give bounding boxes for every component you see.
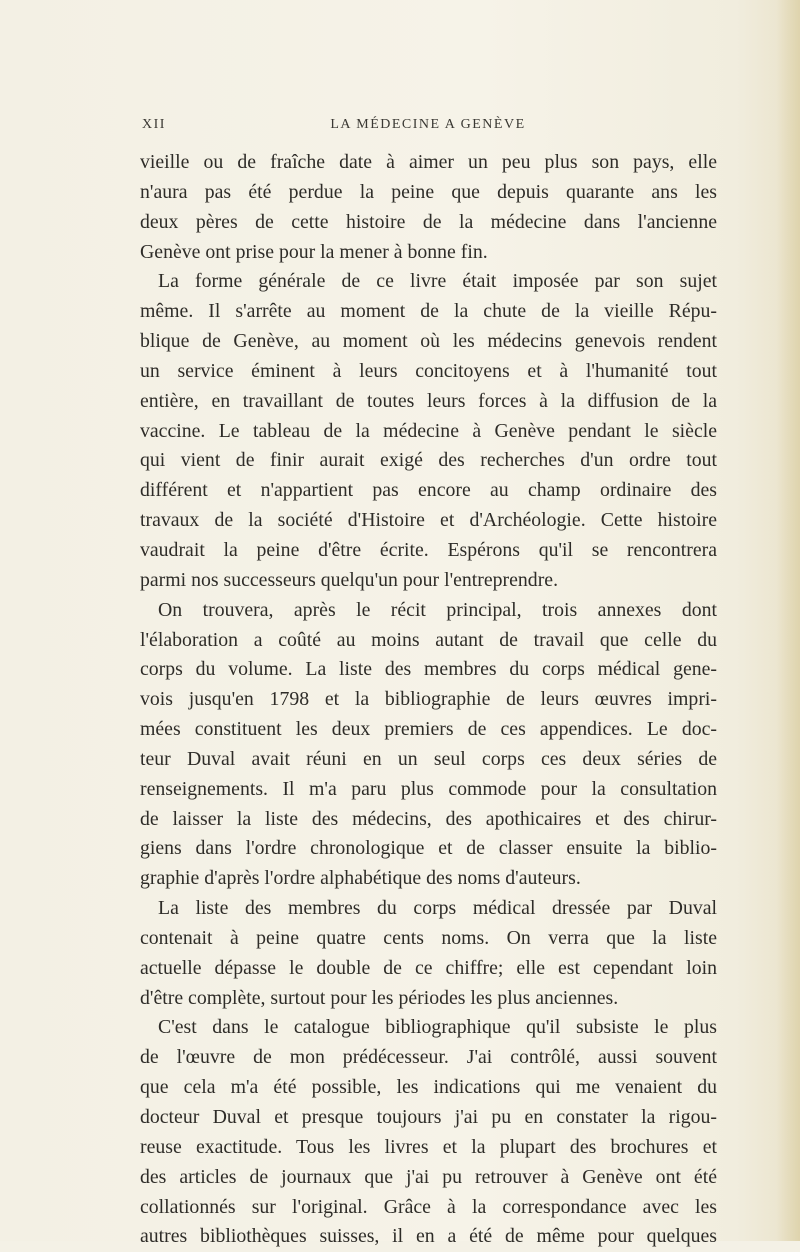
text-line: reuse exactitude. Tous les livres et la plupart des brochures et [140, 1135, 717, 1158]
text-line: La forme générale de ce livre était imposée par son sujet [158, 270, 717, 293]
text-line: de l'œuvre de mon prédécesseur. J'ai contrôlé, aussi souvent [140, 1046, 717, 1069]
text-line: qui vient de finir aurait exigé des recherches d'un ordre tout [140, 449, 717, 472]
text-line: docteur Duval et presque toujours j'ai pu en constater la rigou- [140, 1106, 717, 1128]
text-line: actuelle dépasse le double de ce chiffre; elle est cependant loin [140, 956, 717, 979]
text-line: On trouvera, après le récit principal, trois annexes dont [158, 598, 717, 621]
text-line: teur Duval avait réuni en un seul corps ces deux séries de [140, 747, 717, 770]
text-line: blique de Genève, au moment où les médecins genevois rendent [140, 330, 717, 353]
text-line: Genève ont prise pour la mener à bonne fin. [140, 240, 488, 263]
text-line: vieille ou de fraîche date à aimer un peu plus son pays, elle [140, 151, 717, 173]
text-line: n'aura pas été perdue la peine que depuis quarante ans les [140, 180, 717, 203]
text-line: un service éminent à leurs concitoyens et à l'humanité tout [140, 359, 717, 382]
text-line: l'élaboration a coûté au moins autant de travail que celle du [140, 628, 717, 651]
text-line: contenait à peine quatre cents noms. On verra que la liste [140, 926, 717, 949]
text-line: graphie d'après l'ordre alphabétique des noms d'auteurs. [140, 867, 581, 890]
text-line: La liste des membres du corps médical dressée par Duval [158, 897, 717, 920]
running-header [142, 117, 714, 137]
running-title: LA MÉDECINE A GENÈVE [330, 117, 526, 132]
page-edge-shadow [776, 0, 800, 1241]
text-line: vois jusqu'en 1798 et la bibliographie de leurs œuvres impri- [140, 688, 717, 711]
text-line: vaudrait la peine d'être écrite. Espérons qu'il se rencontrera [140, 538, 717, 561]
text-line: deux pères de cette histoire de la médecine dans l'ancienne [140, 210, 717, 233]
text-line: vaccine. Le tableau de la médecine à Genève pendant le siècle [140, 419, 717, 442]
text-line: C'est dans le catalogue bibliographique qu'il subsiste le plus [158, 1016, 717, 1039]
body-text [140, 148, 717, 1252]
page-number: XII [142, 117, 166, 132]
text-line: des articles de journaux que j'ai pu retrouver à Genève ont été [140, 1165, 717, 1188]
text-line: entière, en travaillant de toutes leurs forces à la diffusion de la [140, 389, 717, 412]
text-line: giens dans l'ordre chronologique et de classer ensuite la biblio- [140, 837, 717, 860]
text-line: collationnés sur l'original. Grâce à la correspondance avec les [140, 1195, 717, 1218]
text-line: autres bibliothèques suisses, il en a été de même pour quelques [140, 1225, 717, 1248]
text-line: de laisser la liste des médecins, des apothicaires et des chirur- [140, 807, 717, 830]
text-line: renseignements. Il m'a paru plus commode pour la consultation [140, 777, 717, 800]
text-line: même. Il s'arrête au moment de la chute de la vieille Répu- [140, 300, 717, 323]
text-line: différent et n'appartient pas encore au champ ordinaire des [140, 479, 717, 502]
text-line: que cela m'a été possible, les indications qui me venaient du [140, 1076, 717, 1099]
text-line: travaux de la société d'Histoire et d'Archéologie. Cette histoire [140, 509, 717, 532]
text-line: corps du volume. La liste des membres du corps médical gene- [140, 658, 717, 681]
text-line: mées constituent les deux premiers de ces appendices. Le doc- [140, 718, 717, 741]
text-line: d'être complète, surtout pour les périodes les plus anciennes. [140, 986, 619, 1009]
text-line: parmi nos successeurs quelqu'un pour l'entreprendre. [140, 568, 559, 591]
